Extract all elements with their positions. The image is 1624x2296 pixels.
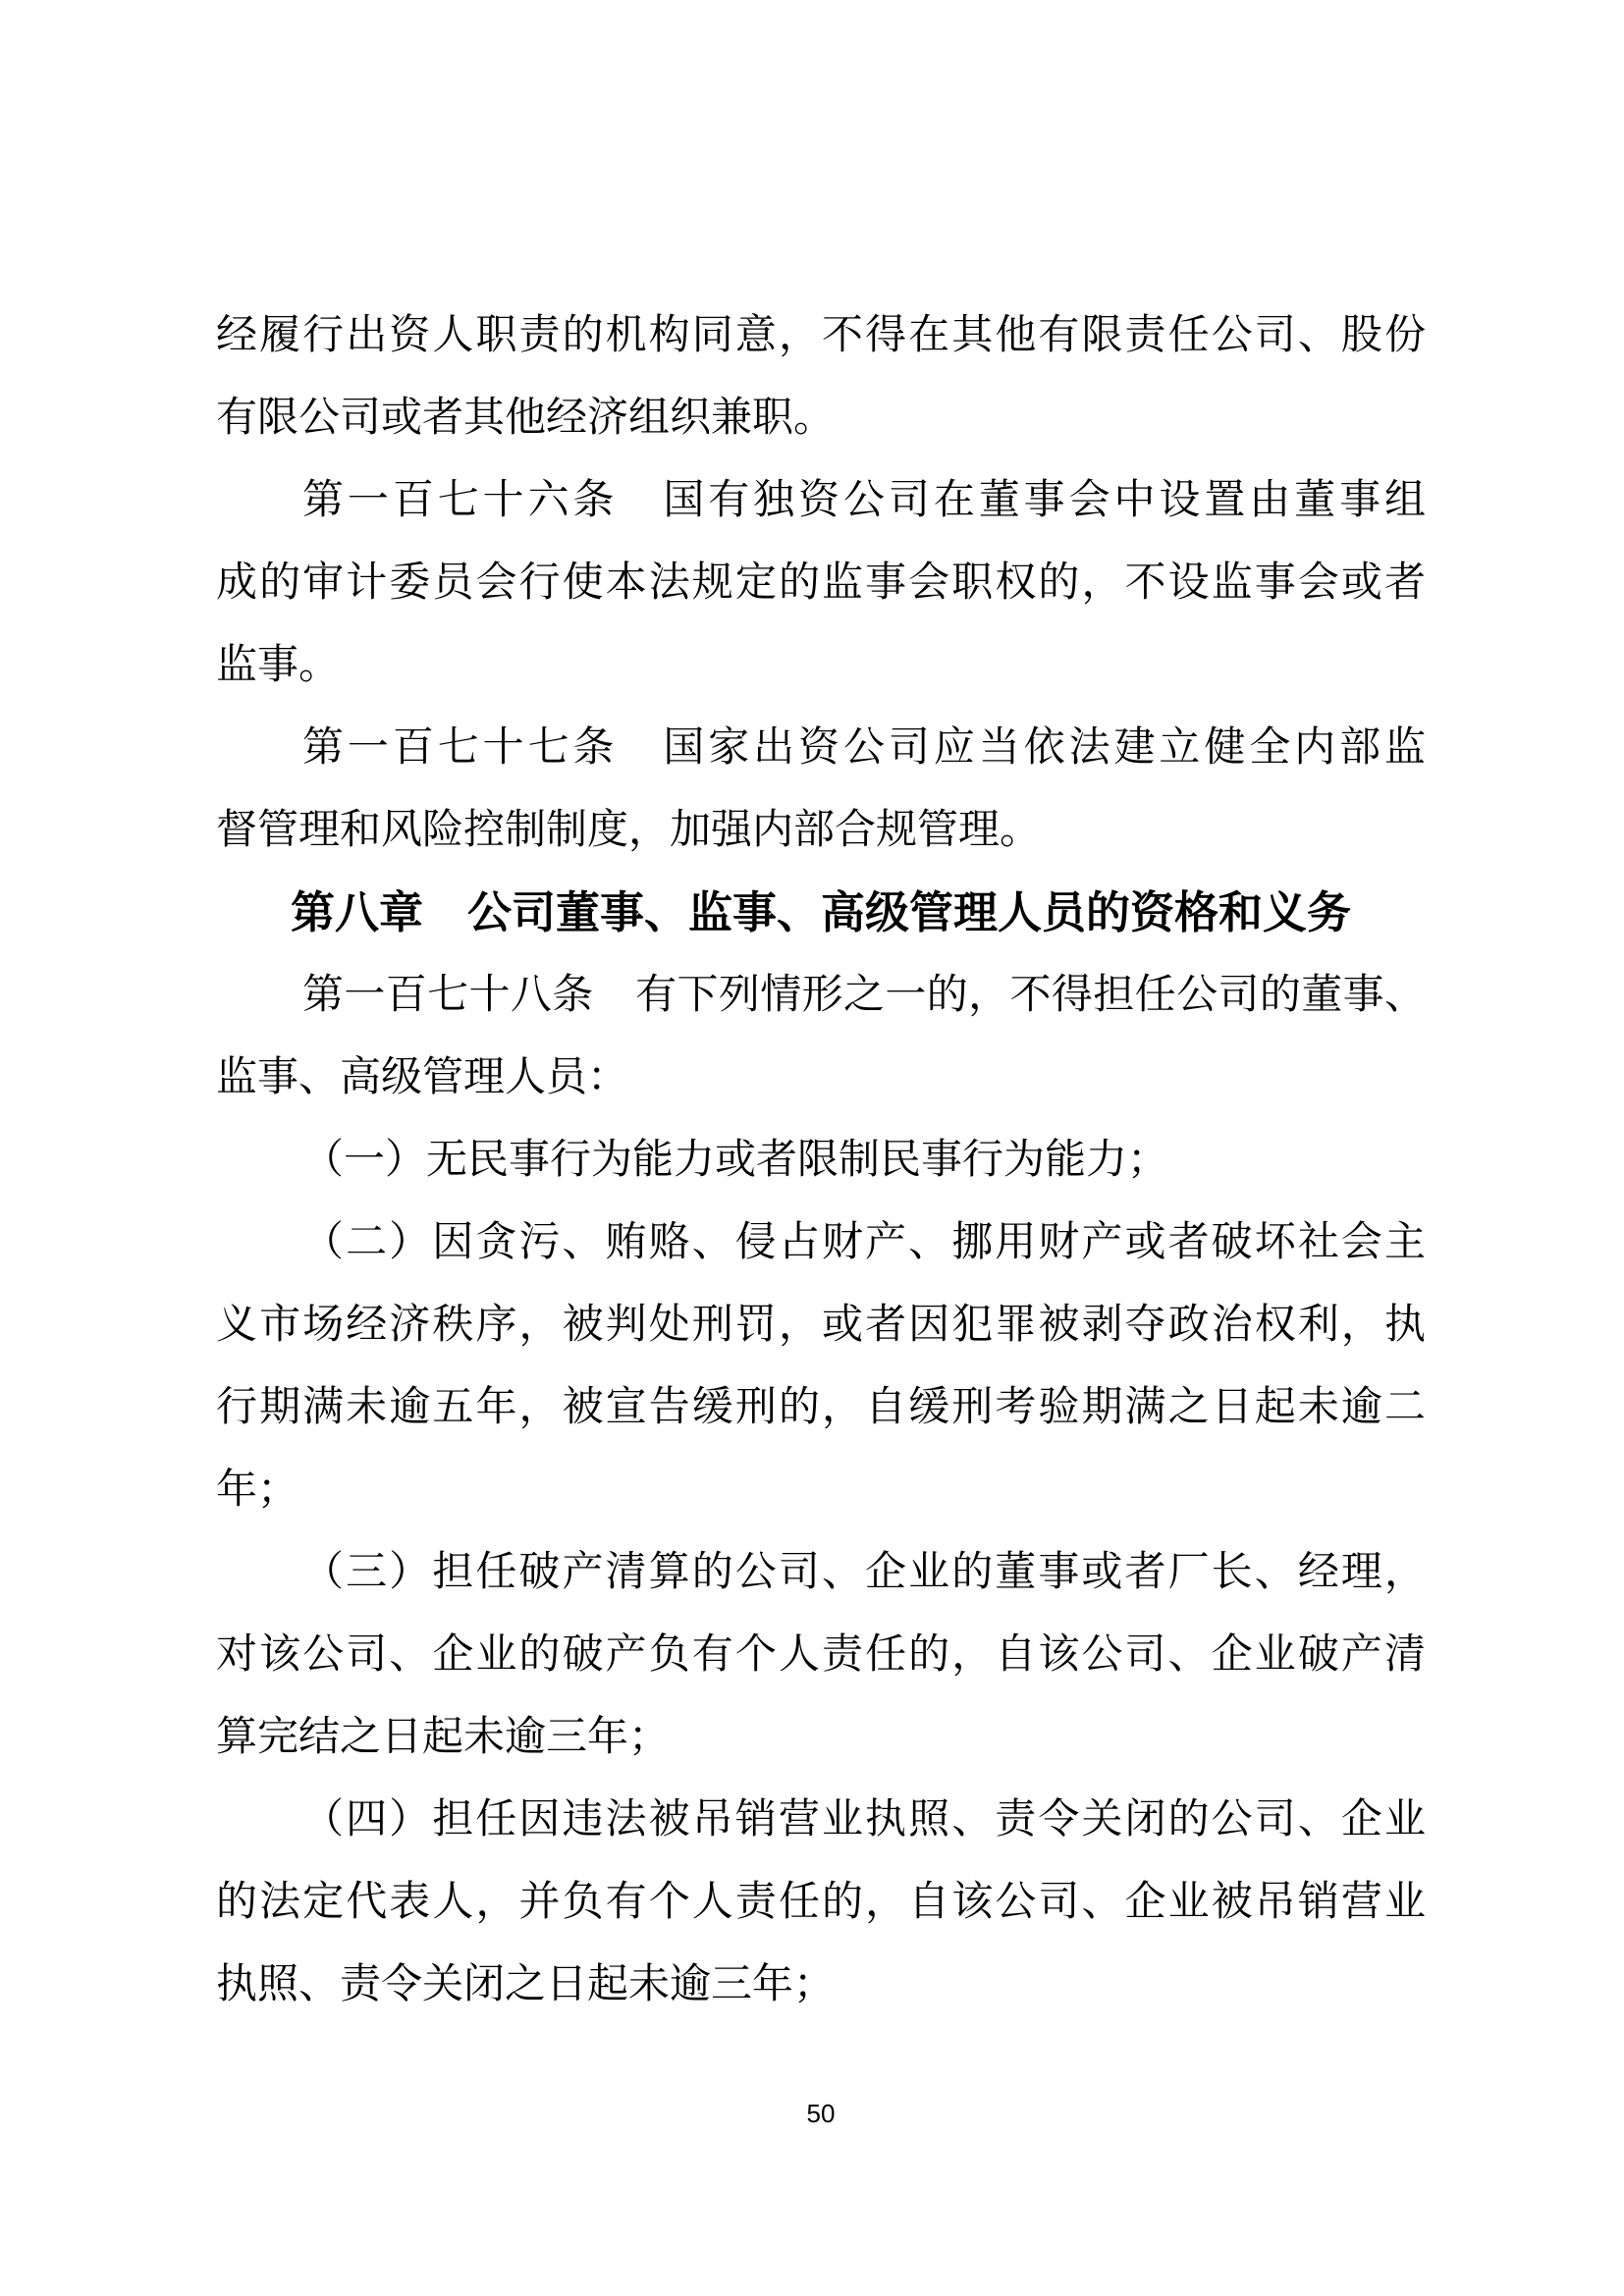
text-line: 监事。 (216, 643, 341, 688)
chapter-heading: 第八章 公司董事、监事、高级管理人员的资格和义务 (290, 888, 1351, 937)
article-177-line: 第一百七十七条 国家出资公司应当依法建立健全内部监 (302, 725, 1426, 771)
list-item-4: （四）担任因违法被吊销营业执照、责令关闭的公司、企业 (302, 1797, 1426, 1842)
text-block (216, 294, 1426, 2026)
article-176-line: 第一百七十六条 国有独资公司在董事会中设置由董事组 (302, 478, 1426, 523)
text-line: 监事、高级管理人员： (216, 1055, 629, 1100)
text-line: 执照、责令关闭之日起未逾三年； (216, 1962, 836, 2007)
text-line: 督管理和风险控制制度，加强内部合规管理。 (216, 808, 1042, 853)
text-line: 的法定代表人，并负有个人责任的，自该公司、企业被吊销营业 (216, 1880, 1426, 1925)
text-line: 成的审计委员会行使本法规定的监事会职权的，不设监事会或者 (216, 561, 1426, 606)
list-item-1: （一）无民事行为能力或者限制民事行为能力； (302, 1138, 1169, 1183)
text-line: 对该公司、企业的破产负有个人责任的，自该公司、企业破产清 (216, 1632, 1426, 1678)
page-number: 50 (806, 2099, 836, 2128)
text-line: 义市场经济秩序，被判处刑罚，或者因犯罪被剥夺政治权利，执 (216, 1303, 1426, 1348)
text-line: 年； (216, 1468, 299, 1513)
article-178-line: 第一百七十八条 有下列情形之一的，不得担任公司的董事、 (302, 973, 1426, 1018)
text-line: 算完结之日起未逾三年； (216, 1715, 671, 1760)
list-item-3: （三）担任破产清算的公司、企业的董事或者厂长、经理， (302, 1550, 1426, 1595)
text-line: 行期满未逾五年，被宣告缓刑的，自缓刑考验期满之日起未逾二 (216, 1385, 1426, 1430)
page-footer (216, 2097, 1426, 2130)
list-item-2: （二）因贪污、贿赂、侵占财产、挪用财产或者破坏社会主 (302, 1220, 1426, 1265)
text-line: 有限公司或者其他经济组织兼职。 (216, 396, 836, 441)
text-line: 经履行出资人职责的机构同意，不得在其他有限责任公司、股份 (216, 313, 1426, 358)
